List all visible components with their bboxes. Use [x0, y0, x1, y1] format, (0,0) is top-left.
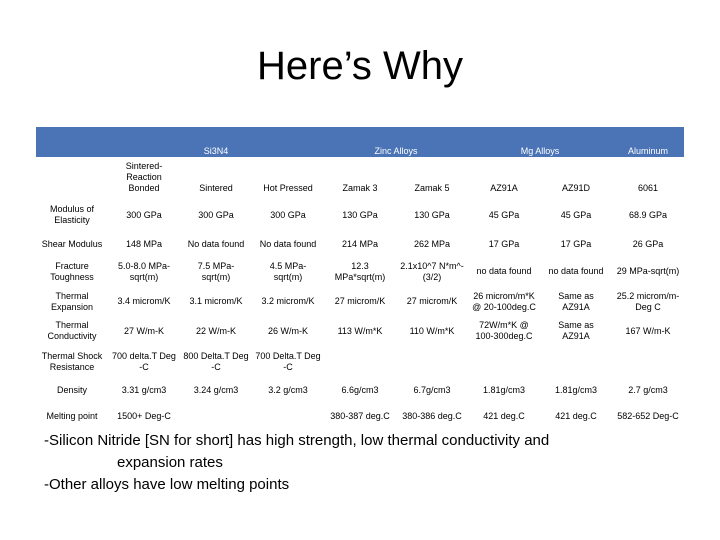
table-cell: 27 microm/K [334, 296, 386, 306]
table-cell: 45 GPa [488, 209, 520, 220]
table-cell: no data found [548, 266, 604, 276]
column-header: Sintered [199, 183, 233, 193]
table-cell: 130 GPa [414, 209, 450, 220]
table-cell: 26 W/m-K [267, 325, 308, 336]
column-header: Sintered- Reaction Bonded [125, 161, 163, 193]
table-cell: No data found [259, 238, 317, 249]
table-cell: 380-387 deg.C [330, 411, 390, 421]
table-cell: 421 deg.C [555, 411, 597, 421]
column-header: AZ91A [490, 183, 518, 193]
table-cell: 421 deg.C [483, 411, 525, 421]
table-cell: 68.9 GPa [628, 209, 668, 220]
table-cell: 6.6g/cm3 [341, 385, 379, 395]
column-header: Zamak 3 [342, 183, 378, 193]
table-cell [180, 403, 252, 430]
table-cell: 45 GPa [560, 209, 592, 220]
table-cell: 3.4 microm/K [117, 296, 171, 306]
table-cell: 22 W/m-K [195, 325, 236, 336]
table-cell: 700 delta.T Deg -C [112, 351, 176, 372]
table-cell: 3.24 g/cm3 [193, 385, 239, 395]
table-cell: 113 W/m*K [337, 325, 383, 336]
table-cell: Same as AZ91A [558, 320, 594, 341]
table-cell: 4.5 MPa- sqrt(m) [269, 260, 307, 282]
table-cell: 27 W/m-K [123, 325, 164, 336]
column-header: Hot Pressed [263, 183, 313, 193]
table-cell: 17 GPa [488, 238, 520, 249]
column-header: AZ91D [561, 183, 590, 193]
table-cell: 27 microm/K [406, 296, 458, 306]
table-cell [324, 346, 396, 378]
note-line: -Other alloys have low melting points [44, 476, 290, 493]
table-cell: No data found [187, 238, 245, 249]
table-cell: 110 W/m*K [409, 325, 455, 336]
table-cell: 214 MPa [341, 238, 379, 249]
group-header: Zinc Alloys [324, 127, 468, 157]
group-header: Si3N4 [108, 127, 324, 157]
table-cell: 300 GPa [126, 209, 162, 220]
table-cell: 582-652 Deg-C [617, 411, 679, 421]
table-cell: 3.2 microm/K [261, 296, 315, 306]
table-cell [396, 346, 468, 378]
table-cell: Same as AZ91A [558, 290, 594, 312]
table-cell [252, 403, 324, 430]
table-cell: 29 MPa-sqrt(m) [616, 266, 680, 276]
table-cell: 148 MPa [125, 238, 163, 249]
table-cell: 5.0-8.0 MPa- sqrt(m) [117, 260, 171, 282]
table-cell: 26 GPa [632, 238, 664, 249]
row-label: Modulus of Elasticity [49, 204, 95, 225]
table-cell: 2.1x10^7 N*m^- (3/2) [400, 260, 464, 282]
row-label: Thermal Shock Resistance [41, 351, 103, 372]
row-label: Shear Modulus [41, 238, 103, 249]
table-cell: 3.1 microm/K [189, 296, 243, 306]
table-cell: 12.3 MPa*sqrt(m) [334, 260, 386, 282]
group-header: Aluminum [612, 127, 684, 157]
table-cell: 800 Delta.T Deg -C [183, 351, 249, 372]
row-label: Density [56, 385, 87, 395]
note-line: expansion rates [117, 454, 223, 471]
column-header: Zamak 5 [414, 183, 450, 193]
header-corner [36, 127, 108, 157]
row-label: Fracture Toughness [50, 260, 94, 282]
table-cell: 26 microm/m*K @ 20-100deg.C [472, 290, 536, 312]
table-cell: 3.2 g/cm3 [268, 385, 308, 395]
note-line: -Silicon Nitride [SN for short] has high strength, low thermal conductivity and [44, 432, 550, 449]
table-cell: 3.31 g/cm3 [121, 385, 167, 395]
table-cell: 300 GPa [270, 209, 306, 220]
notes-block [44, 430, 704, 496]
table-cell: 2.7 g/cm3 [628, 385, 668, 395]
table-cell: 1.81g/cm3 [554, 385, 598, 395]
table-cell [540, 346, 612, 378]
table-cell: 72W/m*K @ 100-300deg.C [475, 320, 533, 341]
row-label: Melting point [46, 411, 98, 421]
table-cell [468, 346, 540, 378]
table-cell: no data found [476, 266, 532, 276]
table-cell: 25.2 microm/m- Deg C [616, 290, 680, 312]
table-cell: 1500+ Deg-C [117, 411, 171, 421]
group-header: Mg Alloys [468, 127, 612, 157]
table-cell: 130 GPa [342, 209, 378, 220]
table-cell: 300 GPa [198, 209, 234, 220]
table-cell [612, 346, 684, 378]
column-header: 6061 [637, 183, 659, 193]
table-cell: 167 W/m-K [625, 325, 671, 336]
table-cell: 262 MPa [413, 238, 451, 249]
row-label: Thermal Conductivity [47, 320, 97, 341]
slide-title: Here’s Why [257, 44, 463, 88]
table-cell: 6.7g/cm3 [413, 385, 451, 395]
table-cell: 17 GPa [560, 238, 592, 249]
table-cell: 7.5 MPa- sqrt(m) [197, 260, 235, 282]
row-label: Thermal Expansion [50, 290, 94, 312]
table-cell: 380-386 deg.C [402, 411, 462, 421]
table-cell: 700 Delta.T Deg -C [255, 351, 321, 372]
table-cell: 1.81g/cm3 [482, 385, 526, 395]
